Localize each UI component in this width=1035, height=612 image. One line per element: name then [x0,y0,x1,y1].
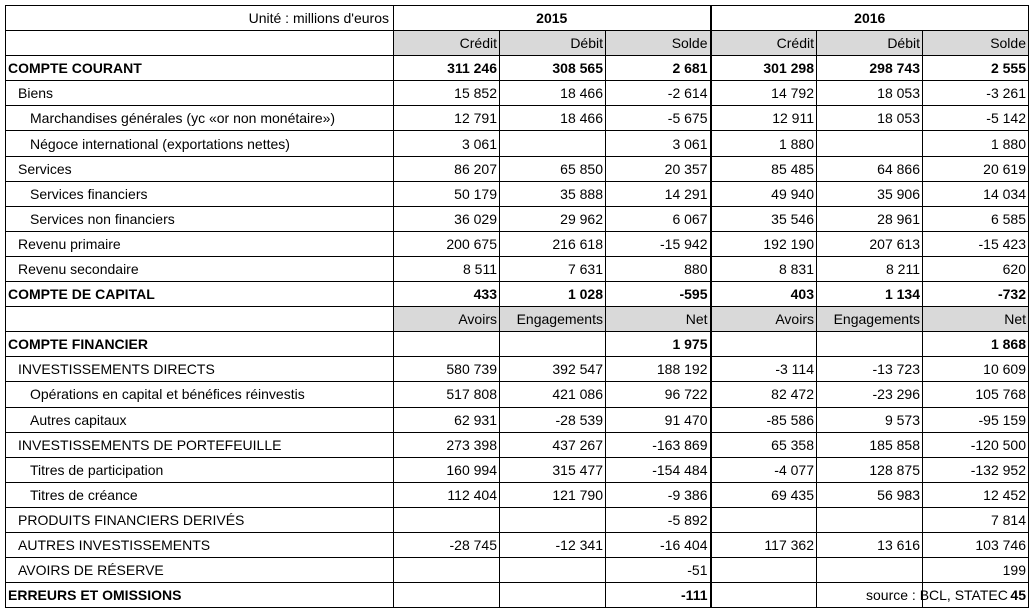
cell: 2 681 [606,56,711,81]
cell: 14 792 [711,81,817,106]
cell: -732 [923,282,1029,307]
cell: -3 261 [923,81,1029,106]
cell: 35 906 [817,181,923,206]
cell: 12 452 [923,482,1029,507]
cell: -51 [606,558,711,583]
cell [394,332,500,357]
cell: 18 053 [817,106,923,131]
cell: 18 466 [500,81,606,106]
col-debit-2016: Débit [817,31,923,56]
cell: -132 952 [923,457,1029,482]
table-row [6,558,1029,583]
row-label: INVESTISSEMENTS DIRECTS [6,357,394,382]
cell: -9 386 [606,482,711,507]
table-row [6,81,1029,106]
cell: 6 067 [606,206,711,231]
cell: -163 869 [606,432,711,457]
cell: 85 485 [711,156,817,181]
cell: 1 975 [606,332,711,357]
cell: 880 [606,256,711,281]
cell: 117 362 [711,532,817,557]
cell: 12 791 [394,106,500,131]
table-row [6,256,1029,281]
cell: -28 745 [394,532,500,557]
table-row [6,382,1029,407]
cell [500,507,606,532]
cell [394,507,500,532]
cell: -23 296 [817,382,923,407]
cell: 64 866 [817,156,923,181]
table-row [6,532,1029,557]
row-label: COMPTE DE CAPITAL [6,282,394,307]
cell: 200 675 [394,231,500,256]
row-label: Biens [6,81,394,106]
cell: -120 500 [923,432,1029,457]
table-row [6,457,1029,482]
cell: -5 675 [606,106,711,131]
financial-header-row [6,307,1029,332]
year-header-row [6,6,1029,31]
cell: 96 722 [606,382,711,407]
row-label: AUTRES INVESTISSEMENTS [6,532,394,557]
table-row [6,106,1029,131]
cell: 56 983 [817,482,923,507]
row-label: INVESTISSEMENTS DE PORTEFEUILLE [6,432,394,457]
cell: 6 585 [923,206,1029,231]
cell [817,558,923,583]
cell: 9 573 [817,407,923,432]
cell: 216 618 [500,231,606,256]
table-row [6,156,1029,181]
cell: 1 880 [711,131,817,156]
column-header-row [6,31,1029,56]
cell: 65 850 [500,156,606,181]
row-label: Négoce international (exportations nettes) [6,131,394,156]
cell: 112 404 [394,482,500,507]
col-debit-2015: Débit [500,31,606,56]
cell: 188 192 [606,357,711,382]
cell: 36 029 [394,206,500,231]
col-engagements-2015: Engagements [500,307,606,332]
cell: 1 868 [923,332,1029,357]
cell: 298 743 [817,56,923,81]
cell [711,583,817,608]
cell: -2 614 [606,81,711,106]
row-label: Titres de créance [6,482,394,507]
cell: -13 723 [817,357,923,382]
cell: -595 [606,282,711,307]
cell [394,583,500,608]
table-row [6,407,1029,432]
cell: 8 511 [394,256,500,281]
cell: 49 940 [711,181,817,206]
year-2015-header: 2015 [394,6,711,31]
header-blank [6,307,394,332]
col-avoirs-2016: Avoirs [711,307,817,332]
cell: 392 547 [500,357,606,382]
cell: 29 962 [500,206,606,231]
cell: 3 061 [606,131,711,156]
cell: 421 086 [500,382,606,407]
cell: 433 [394,282,500,307]
cell: 35 888 [500,181,606,206]
cell: 35 546 [711,206,817,231]
cell: 18 053 [817,81,923,106]
table-row [6,332,1029,357]
row-label: Services non financiers [6,206,394,231]
table-row [6,231,1029,256]
header-blank [6,31,394,56]
balance-of-payments-table-container [5,5,1029,608]
cell: -15 942 [606,231,711,256]
cell: 192 190 [711,231,817,256]
col-solde-2015: Solde [606,31,711,56]
cell: 28 961 [817,206,923,231]
cell: -3 114 [711,357,817,382]
cell: 301 298 [711,56,817,81]
row-label: ERREURS ET OMISSIONS [6,583,394,608]
cell: 2 555 [923,56,1029,81]
cell: 13 616 [817,532,923,557]
cell [817,507,923,532]
cell [817,131,923,156]
cell: 14 291 [606,181,711,206]
cell: 7 631 [500,256,606,281]
cell: 105 768 [923,382,1029,407]
cell: -154 484 [606,457,711,482]
col-credit-2016: Crédit [711,31,817,56]
cell: 10 609 [923,357,1029,382]
cell: -85 586 [711,407,817,432]
cell [500,558,606,583]
row-label: PRODUITS FINANCIERS DERIVÉS [6,507,394,532]
row-label: Revenu primaire [6,231,394,256]
cell: 185 858 [817,432,923,457]
cell: 315 477 [500,457,606,482]
cell: -4 077 [711,457,817,482]
cell: -5 142 [923,106,1029,131]
cell: 14 034 [923,181,1029,206]
col-solde-2016: Solde [923,31,1029,56]
row-label: Revenu secondaire [6,256,394,281]
table-row [6,181,1029,206]
row-label: COMPTE FINANCIER [6,332,394,357]
cell: 18 466 [500,106,606,131]
cell: 517 808 [394,382,500,407]
cell: 437 267 [500,432,606,457]
cell: 45 [923,583,1029,608]
cell [500,332,606,357]
cell: 403 [711,282,817,307]
cell: 8 831 [711,256,817,281]
cell: -28 539 [500,407,606,432]
cell: 121 790 [500,482,606,507]
cell: -95 159 [923,407,1029,432]
cell: 128 875 [817,457,923,482]
col-net-2015: Net [606,307,711,332]
cell: 1 880 [923,131,1029,156]
cell: 580 739 [394,357,500,382]
table-row [6,432,1029,457]
table-row [6,507,1029,532]
col-credit-2015: Crédit [394,31,500,56]
row-label: Services financiers [6,181,394,206]
col-net-2016: Net [923,307,1029,332]
cell: 12 911 [711,106,817,131]
cell: 50 179 [394,181,500,206]
cell: 69 435 [711,482,817,507]
cell: 311 246 [394,56,500,81]
cell: 3 061 [394,131,500,156]
year-2016-header: 2016 [711,6,1029,31]
cell [711,558,817,583]
row-label: Services [6,156,394,181]
row-label: Titres de participation [6,457,394,482]
cell: 308 565 [500,56,606,81]
col-engagements-2016: Engagements [817,307,923,332]
table-row [6,206,1029,231]
row-label: AVOIRS DE RÉSERVE [6,558,394,583]
table-row [6,482,1029,507]
cell: 207 613 [817,231,923,256]
cell: 160 994 [394,457,500,482]
cell: 7 814 [923,507,1029,532]
cell: -5 892 [606,507,711,532]
table-row [6,282,1029,307]
cell: 20 357 [606,156,711,181]
cell [500,131,606,156]
cell: 1 028 [500,282,606,307]
row-label: Opérations en capital et bénéfices réinvestis [6,382,394,407]
unit-label: Unité : millions d'euros [6,6,394,31]
table-row [6,56,1029,81]
cell: 103 746 [923,532,1029,557]
cell: -111 [606,583,711,608]
cell [500,583,606,608]
cell: 62 931 [394,407,500,432]
cell: 8 211 [817,256,923,281]
cell: 1 134 [817,282,923,307]
row-label: Marchandises générales (yc «or non monétaire») [6,106,394,131]
cell: -16 404 [606,532,711,557]
cell: 91 470 [606,407,711,432]
table-row [6,357,1029,382]
cell [394,558,500,583]
cell [817,332,923,357]
cell: 15 852 [394,81,500,106]
cell: 65 358 [711,432,817,457]
cell: 273 398 [394,432,500,457]
cell: -12 341 [500,532,606,557]
row-label: COMPTE COURANT [6,56,394,81]
cell: 86 207 [394,156,500,181]
cell: 82 472 [711,382,817,407]
cell [711,332,817,357]
cell [711,507,817,532]
source-note: source : BCL, STATEC [866,587,1008,603]
cell: -15 423 [923,231,1029,256]
table-row [6,131,1029,156]
cell: 620 [923,256,1029,281]
col-avoirs-2015: Avoirs [394,307,500,332]
row-label: Autres capitaux [6,407,394,432]
cell: 20 619 [923,156,1029,181]
balance-of-payments-table [5,5,1029,608]
cell: 199 [923,558,1029,583]
